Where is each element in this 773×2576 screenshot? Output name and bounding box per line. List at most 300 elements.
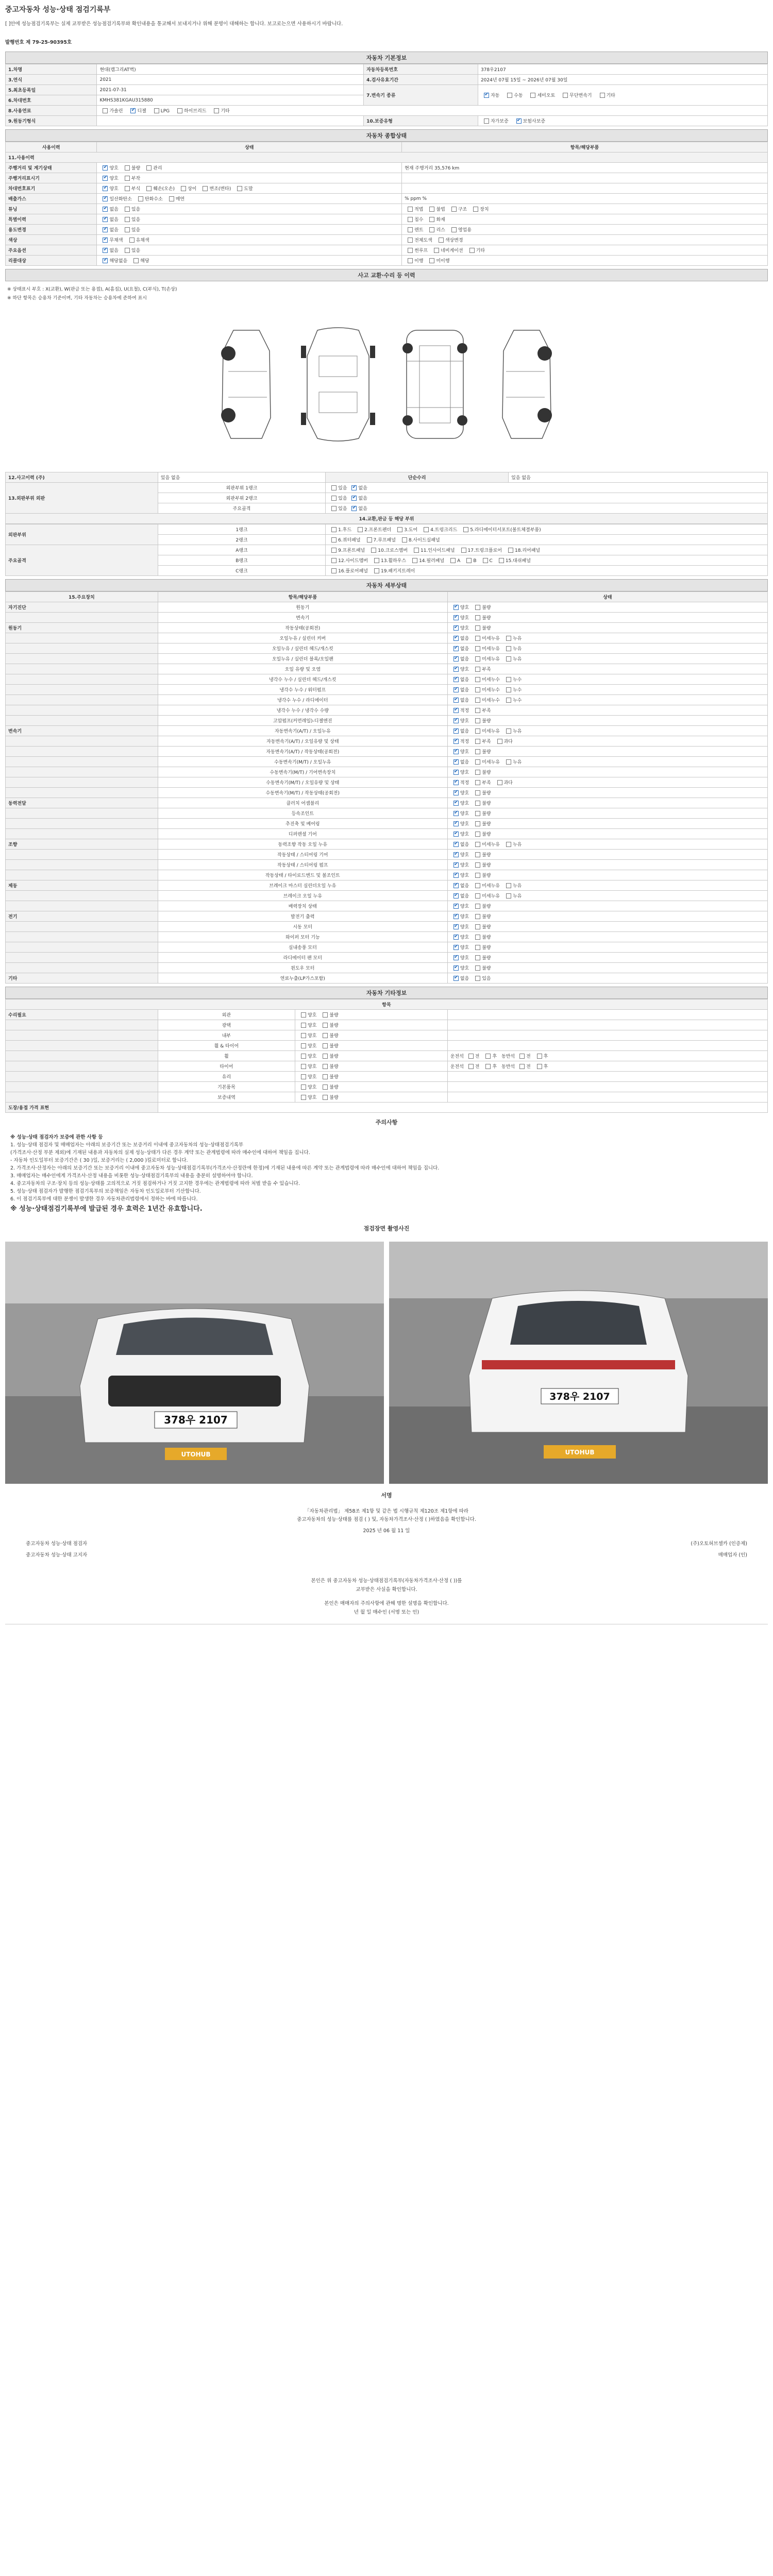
detail-row: 자동변속기(A/T) / 오일유량 및 상태 ✔ 적정 부족 과다 (6, 736, 768, 747)
detail-row: 오일누유 / 실린더 헤드/개스킷 ✔ 없음 미세누유 누유 (6, 643, 768, 654)
checkbox[interactable] (125, 217, 130, 222)
simple-repair-value: 있음 없음 (509, 472, 768, 483)
checkbox[interactable] (484, 118, 489, 124)
note-line: 3. 매매업자는 매수인에게 가격조사·산정 내용을 비롯한 성능·상태점검기록부의 내용을 충분히 설명하여야 합니다. (10, 1173, 253, 1179)
sign-date: 2025 년 06 월 11 일 (363, 1528, 410, 1534)
checkbox[interactable] (434, 248, 439, 253)
checkbox-checked[interactable] (103, 217, 108, 222)
checkbox[interactable] (475, 759, 480, 765)
detail-head: 항목/해당부품 (158, 592, 447, 602)
checkbox-checked[interactable] (453, 739, 459, 744)
svg-text:UTOHUB: UTOHUB (565, 1449, 595, 1456)
accident-label: 12.사고이력 (주) (6, 472, 158, 483)
checkbox[interactable] (475, 873, 480, 878)
checkbox[interactable] (475, 780, 480, 785)
summary-row: 튜닝 ✔ 없음 있음 적법 불법 구조 장치 (6, 204, 768, 214)
fuel-options: 가솔린 ✔ 디젤 LPG 하이브리드 기타 (97, 106, 768, 116)
detail-row: 윈도우 모터 ✔ 양호 불량 (6, 963, 768, 973)
checkbox[interactable] (177, 108, 182, 113)
checkbox[interactable] (475, 656, 480, 662)
checkbox[interactable] (506, 646, 511, 651)
checkbox[interactable] (301, 1095, 306, 1100)
checkbox[interactable] (408, 227, 413, 232)
checkbox[interactable] (475, 811, 480, 816)
reg-number-label: 자동차등록번호 (364, 64, 478, 75)
checkbox[interactable] (519, 1064, 525, 1069)
notes-validity: ※ 성능·상태점검기록부에 발급된 경우 효력은 1년간 유효합니다. (10, 1205, 203, 1213)
checkbox-checked[interactable] (453, 780, 459, 785)
checkbox-checked[interactable] (103, 238, 108, 243)
checkbox[interactable] (323, 1054, 328, 1059)
front-photo (5, 1242, 384, 1484)
checkbox[interactable] (408, 238, 413, 243)
rank-1-value: 있음 ✔없음 (326, 483, 768, 493)
checkbox[interactable] (485, 1054, 491, 1059)
checkbox[interactable] (475, 965, 480, 971)
car-name-value: 현대(캠그리AT벽) (97, 64, 364, 75)
svg-text:UTOHUB: UTOHUB (181, 1451, 211, 1458)
car-top-diagram (299, 325, 377, 444)
checkbox-checked[interactable] (453, 646, 459, 651)
note-line: 4. 중고자동차의 구조·장치 등의 성능·상태를 고의적으로 거짓 점검하거나 거짓 고지한 경우에는 관계법령에 따라 처벌 받을 수 있습니다. (10, 1181, 300, 1187)
accident-table (5, 472, 768, 524)
detail-row: 변속기 자동변속기(A/T) / 오일누유 ✔ 없음 미세누유 누유 (6, 726, 768, 736)
checkbox[interactable] (475, 842, 480, 847)
checkbox[interactable] (331, 568, 337, 573)
checkbox[interactable] (475, 636, 480, 641)
detail-row: 브레이크 오일 누유 ✔ 없음 미세누유 누유 (6, 891, 768, 901)
checkbox-checked[interactable] (103, 258, 108, 263)
checkbox[interactable] (125, 248, 130, 253)
engine-type-label: 9.원동기형식 (6, 116, 97, 126)
checkbox[interactable] (475, 893, 480, 899)
checkbox[interactable] (323, 1084, 328, 1090)
checkbox[interactable] (506, 728, 511, 734)
checkbox-checked[interactable] (453, 667, 459, 672)
summary-head: 사용이력 (6, 142, 97, 152)
checkbox[interactable] (506, 842, 511, 847)
vehicle-diagrams (5, 302, 768, 472)
checkbox-checked[interactable] (453, 770, 459, 775)
checkbox[interactable] (323, 1033, 328, 1038)
checkbox-checked[interactable] (453, 790, 459, 795)
summary-table (5, 142, 768, 266)
checkbox[interactable] (146, 186, 152, 191)
checkbox[interactable] (367, 537, 372, 543)
checkbox-checked[interactable] (453, 945, 459, 950)
detail-row: 고압펌프(커먼레일)-디젤엔진 ✔ 양호 불량 (6, 716, 768, 726)
checkbox[interactable] (506, 687, 511, 692)
checkbox[interactable] (475, 945, 480, 950)
checkbox[interactable] (508, 548, 513, 553)
checkbox[interactable] (412, 558, 417, 563)
checkbox[interactable] (301, 1084, 306, 1090)
checkbox[interactable] (475, 728, 480, 734)
checkbox[interactable] (402, 537, 407, 543)
checkbox[interactable] (463, 527, 468, 532)
checkbox[interactable] (129, 238, 135, 243)
footer-line-4: 년 월 일 매수인 (서명 또는 인) (354, 1609, 419, 1615)
checkbox-checked[interactable] (516, 118, 522, 124)
summary-row: 주행거리 및 계기상태 ✔ 양호 불량 관리 현재 주행거리 35,576 km (6, 163, 768, 173)
checkbox-checked[interactable] (103, 186, 108, 191)
checkbox[interactable] (323, 1012, 328, 1018)
checkbox[interactable] (475, 883, 480, 888)
checkbox-checked[interactable] (453, 893, 459, 899)
checkbox[interactable] (450, 558, 456, 563)
checkbox[interactable] (475, 852, 480, 857)
checkbox[interactable] (506, 883, 511, 888)
sign-line-2: 중고자동차의 성능·상태를 점검 ( ) 및, 자동차가격조사·산정 ( )하였음을 확인합니다. (297, 1517, 476, 1522)
checkbox[interactable] (301, 1043, 306, 1048)
other-row: 타이어 양호 불량 운전석 전 후 동반석 전 후 (6, 1061, 768, 1072)
summary-head: 상태 (97, 142, 402, 152)
checkbox-checked[interactable] (453, 677, 459, 682)
detail-row: 디퍼렌셜 기어 ✔ 양호 불량 (6, 829, 768, 839)
checkbox[interactable] (506, 759, 511, 765)
vin-value: KMHS381KGAU315880 (97, 95, 364, 106)
detail-row: 와이퍼 모터 기능 ✔ 양호 불량 (6, 932, 768, 942)
checkbox[interactable] (331, 558, 337, 563)
checkbox[interactable] (301, 1064, 306, 1069)
summary-header: 자동차 종합상태 (5, 129, 768, 142)
checkbox[interactable] (301, 1012, 306, 1018)
checkbox-checked[interactable] (453, 914, 459, 919)
checkbox[interactable] (414, 548, 419, 553)
checkbox[interactable] (499, 558, 504, 563)
other-info-table (5, 999, 768, 1113)
detail-row: 시동 모터 ✔ 양호 불량 (6, 922, 768, 932)
checkbox[interactable] (475, 646, 480, 651)
checkbox[interactable] (125, 227, 130, 232)
checkbox-checked[interactable] (103, 227, 108, 232)
checkbox[interactable] (323, 1095, 328, 1100)
notifier-value: 매매업자 (인) (718, 1552, 747, 1558)
checkbox-checked[interactable] (453, 687, 459, 692)
checkbox[interactable] (475, 821, 480, 826)
checkbox[interactable] (466, 558, 472, 563)
parts-row: 2랭크 6.쿼터패널 7.루프패널 8.사이드실패널 (6, 535, 768, 545)
footer-line-3: 본인은 매매자의 주의사항에 관해 명한 설명을 확인합니다. (324, 1601, 449, 1606)
checkbox[interactable] (519, 1054, 525, 1059)
checkbox[interactable] (451, 227, 457, 232)
checkbox[interactable] (429, 258, 434, 263)
checkbox[interactable] (408, 207, 413, 212)
checkbox[interactable] (103, 108, 108, 113)
checkbox-checked[interactable] (453, 811, 459, 816)
first-reg-value: 2021-07-31 (97, 85, 364, 95)
checkbox[interactable] (323, 1043, 328, 1048)
checkbox[interactable] (506, 636, 511, 641)
checkbox[interactable] (530, 93, 535, 98)
other-row: 내부 양호 불량 (6, 1030, 768, 1041)
checkbox-checked[interactable] (103, 196, 108, 201)
checkbox[interactable] (475, 904, 480, 909)
checkbox-checked[interactable] (453, 718, 459, 723)
checkbox[interactable] (475, 790, 480, 795)
checkbox-checked[interactable] (484, 93, 489, 98)
checkbox-checked[interactable] (453, 801, 459, 806)
checkbox[interactable] (439, 238, 444, 243)
checkbox-checked[interactable] (453, 728, 459, 734)
checkbox[interactable] (473, 207, 478, 212)
checkbox[interactable] (301, 1033, 306, 1038)
checkbox[interactable] (485, 1064, 491, 1069)
checkbox[interactable] (537, 1064, 542, 1069)
detail-row: 수동변속기(M/T) / 기어변속장치 ✔ 양호 불량 (6, 767, 768, 777)
engine-type-value (97, 116, 364, 126)
checkbox-checked[interactable] (453, 976, 459, 981)
checkbox[interactable] (237, 186, 242, 191)
checkbox[interactable] (146, 165, 152, 171)
checkbox[interactable] (475, 667, 480, 672)
checkbox[interactable] (323, 1064, 328, 1069)
other-row: 수리필요 외관 양호 불량 (6, 1010, 768, 1020)
checkbox-checked[interactable] (453, 625, 459, 631)
checkbox[interactable] (397, 527, 402, 532)
checkbox[interactable] (475, 739, 480, 744)
note-line: (가격조사·산정 부분 제외)에 기재된 내용과 자동차의 실제 성능·상태가 다른 경우 계약 또는 관계법령에 따라 매수인에 대하여 책임을 집니다. (10, 1150, 310, 1156)
checkbox[interactable] (506, 698, 511, 703)
notifier-label: 중고자동차 성능·상태 고지자 (26, 1552, 88, 1558)
checkbox-checked[interactable] (453, 862, 459, 868)
checkbox[interactable] (451, 207, 457, 212)
checkbox-checked[interactable] (453, 759, 459, 765)
detail-row: 수동변속기(M/T) / 오일유량 및 상태 ✔ 적정 부족 과다 (6, 777, 768, 788)
checkbox[interactable] (468, 1054, 474, 1059)
detail-row: 냉각수 누수 / 워터펌프 ✔ 없음 미세누수 누수 (6, 685, 768, 695)
footer-line-2: 교부받은 사실을 확인합니다. (356, 1587, 417, 1592)
footer-line-1: 본인은 위 중고자동차 성능·상태점검기록부(자동차가격조사·산정 ( ))를 (311, 1578, 462, 1584)
detail-row: 전기 발전기 출력 ✔ 양호 불량 (6, 911, 768, 922)
summary-row: 주요옵션 ✔ 없음 있음 썬루프 네비게이션 기타 (6, 245, 768, 256)
photos-header: 점검장면 촬영사진 (5, 1222, 768, 1235)
checkbox[interactable] (461, 548, 466, 553)
inspection-period-label: 4.검사유효기간 (364, 75, 478, 85)
checkbox[interactable] (475, 687, 480, 692)
checkbox-checked[interactable] (453, 873, 459, 878)
other-row: 휠 양호 불량 운전석 전 후 동반석 전 후 (6, 1051, 768, 1061)
checkbox-checked[interactable] (103, 207, 108, 212)
checkbox[interactable] (301, 1023, 306, 1028)
detail-row: 자동변속기(A/T) / 작동상태(공회전) ✔ 양호 불량 (6, 747, 768, 757)
checkbox[interactable] (537, 1054, 542, 1059)
other-row: 유리 양호 불량 (6, 1072, 768, 1082)
checkbox[interactable] (506, 893, 511, 899)
note-line: 1. 성능·상태 점검자 및 매매업자는 아래의 보증기간 또는 보증거리 이내에 중고자동차의 성능·상태점검기록부 (10, 1142, 244, 1148)
checkbox[interactable] (374, 568, 379, 573)
checkbox[interactable] (429, 207, 434, 212)
checkbox-checked[interactable] (103, 248, 108, 253)
inspection-period-value: 2024년 07월 15일 ~ 2026년 07월 30일 (478, 75, 767, 85)
checkbox[interactable] (125, 186, 130, 191)
summary-row: 주행거리표시기 ✔ 양호 부작 (6, 173, 768, 183)
checkbox[interactable] (475, 698, 480, 703)
checkbox[interactable] (475, 924, 480, 929)
checkbox-checked[interactable] (103, 176, 108, 181)
checkbox[interactable] (475, 749, 480, 754)
exterior-header: 사고 교환·수리 등 이력 (5, 269, 768, 281)
checkbox-checked[interactable] (453, 708, 459, 713)
checkbox[interactable] (563, 93, 568, 98)
detail-row: 작동상태 / 스티어링 펌프 ✔ 양호 불량 (6, 860, 768, 870)
detail-row: 오일누유 / 실린더 블록/오일팬 ✔ 없음 미세누유 누유 (6, 654, 768, 664)
year-label: 3.연식 (6, 75, 97, 85)
checkbox[interactable] (301, 1054, 306, 1059)
parts-table (5, 524, 768, 576)
checkbox[interactable] (468, 1064, 474, 1069)
sign-line-1: 「자동차관리법」 제58조 제1항 및 같은 법 시행규칙 제120조 제1항에 따라 (305, 1509, 468, 1514)
checkbox-checked[interactable] (453, 842, 459, 847)
detail-row: 냉각수 누수 / 냉각수 수량 ✔ 적정 부족 (6, 705, 768, 716)
checkbox[interactable] (331, 527, 337, 532)
checkbox[interactable] (169, 196, 174, 201)
sign-section (5, 1502, 768, 1566)
checkbox[interactable] (125, 165, 130, 171)
checkbox[interactable] (408, 258, 413, 263)
checkbox[interactable] (424, 527, 429, 532)
checkbox[interactable] (475, 955, 480, 960)
checkbox-checked[interactable] (453, 749, 459, 754)
checkbox[interactable] (358, 527, 363, 532)
checkbox[interactable] (475, 862, 480, 868)
checkbox[interactable] (125, 176, 130, 181)
detail-row: 원동기 작동상태(공회전) ✔ 양호 불량 (6, 623, 768, 633)
other-head: 항목 (6, 999, 768, 1010)
summary-row: 특별이력 ✔ 없음 있음 침수 화재 (6, 214, 768, 225)
checkbox-checked[interactable] (453, 605, 459, 610)
reg-number-value: 378우2107 (478, 64, 767, 75)
checkbox-checked[interactable] (453, 935, 459, 940)
checkbox[interactable] (374, 558, 379, 563)
notes-section (5, 1129, 768, 1219)
rank-2: 외판부위 2랭크 (158, 493, 325, 503)
detail-row: 냉각수 누수 / 실린더 헤드/개스킷 ✔ 없음 미세누수 누수 (6, 674, 768, 685)
rank-label: 13.외판부위 외판 (6, 483, 158, 514)
document-title: 중고자동차 성능·상태 점검기록부 (5, 6, 111, 14)
checkbox[interactable] (154, 108, 159, 113)
summary-row: 배출가스 ✔ 일산화탄소 탄화수소 매연 % ppm % (6, 194, 768, 204)
checkbox[interactable] (600, 93, 605, 98)
checkbox[interactable] (497, 739, 502, 744)
checkbox[interactable] (181, 186, 186, 191)
checkbox-checked[interactable] (130, 108, 136, 113)
checkbox[interactable] (323, 1074, 328, 1079)
legend-text-2: ※ 하단 항목은 승용차 기준이며, 기타 자동차는 승용차에 준하여 표시 (7, 296, 147, 301)
car-left-side-diagram (213, 325, 280, 444)
checkbox-checked[interactable] (453, 615, 459, 620)
checkbox[interactable] (469, 248, 475, 253)
checkbox-checked[interactable] (453, 904, 459, 909)
checkbox-checked[interactable] (453, 698, 459, 703)
checkbox[interactable] (475, 605, 480, 610)
checkbox-checked[interactable] (453, 832, 459, 837)
detail-row: 작동상태 / 타이로드엔드 및 볼조인트 ✔ 양호 불량 (6, 870, 768, 880)
checkbox-checked[interactable] (453, 965, 459, 971)
checkbox[interactable] (214, 108, 219, 113)
checkbox[interactable] (507, 93, 512, 98)
checkbox[interactable] (475, 708, 480, 713)
checkbox[interactable] (506, 677, 511, 682)
checkbox-checked[interactable] (453, 955, 459, 960)
parts-row: B랭크 12.사이드멤버 13.휠하우스 14.필러패널 A B C 15.대쉬패널 (6, 555, 768, 566)
checkbox[interactable] (203, 186, 208, 191)
checkbox[interactable] (483, 558, 488, 563)
detail-row: 냉각수 누수 / 라디에이터 ✔ 없음 미세누수 누수 (6, 695, 768, 705)
detail-table (5, 591, 768, 984)
checkbox[interactable] (429, 227, 434, 232)
checkbox[interactable] (475, 770, 480, 775)
checkbox[interactable] (331, 548, 337, 553)
rear-plate-text: 378우 2107 (549, 1391, 610, 1402)
checkbox[interactable] (475, 801, 480, 806)
parts-row: 외판부위 1랭크 1.후드 2.프론트펜더 3.도어 4.트렁크리드 5.라디에이터서포트(볼트체결부품) (6, 524, 768, 535)
checkbox[interactable] (475, 625, 480, 631)
checkbox[interactable] (475, 677, 480, 682)
checkbox[interactable] (323, 1023, 328, 1028)
checkbox[interactable] (475, 832, 480, 837)
other-info-header: 자동차 기타정보 (5, 987, 768, 999)
basic-info-table (5, 64, 768, 126)
guarantee-options: 자가보증 ✔ 보험사보증 (478, 116, 767, 126)
checkbox[interactable] (475, 976, 480, 981)
checkbox-checked[interactable] (103, 165, 108, 171)
parts-row: C랭크 16.플로어패널 19.패키지트레이 (6, 566, 768, 576)
other-row: 도장/용접 가격 표현 (6, 1103, 768, 1113)
summary-row: 차대번호표기 ✔ 양호 부식 훼손(오손) 상이 변조(변타) 도말 (6, 183, 768, 194)
sign-header: 서명 (5, 1489, 768, 1502)
checkbox-checked[interactable] (453, 883, 459, 888)
rear-photo (389, 1242, 768, 1484)
checkbox[interactable] (475, 914, 480, 919)
checkbox[interactable] (133, 258, 139, 263)
checkbox-checked[interactable] (453, 636, 459, 641)
inspector-label: 중고자동차 성능·상태 점검자 (26, 1541, 88, 1547)
checkbox[interactable] (475, 935, 480, 940)
car-name-label: 1.차명 (6, 64, 97, 75)
detail-row: 오일누유 / 실린더 커버 ✔ 없음 미세누유 누유 (6, 633, 768, 643)
checkbox[interactable] (429, 217, 434, 222)
checkbox[interactable] (497, 780, 502, 785)
checkbox[interactable] (138, 196, 143, 201)
checkbox[interactable] (506, 656, 511, 662)
rank-frame-value: 있음 ✔없음 (326, 503, 768, 514)
checkbox[interactable] (408, 248, 413, 253)
checkbox-checked[interactable] (453, 924, 459, 929)
checkbox[interactable] (475, 615, 480, 620)
detail-head: 상태 (447, 592, 767, 602)
other-row: 광택 양호 불량 (6, 1020, 768, 1030)
checkbox[interactable] (408, 217, 413, 222)
checkbox[interactable] (475, 718, 480, 723)
checkbox[interactable] (331, 537, 337, 543)
checkbox-checked[interactable] (453, 852, 459, 857)
checkbox[interactable] (125, 207, 130, 212)
basic-info-header: 자동차 기본정보 (5, 52, 768, 64)
other-row: 기본품목 양호 불량 (6, 1082, 768, 1092)
checkbox-checked[interactable] (453, 821, 459, 826)
parts-title: 14.교환,판금 등 해당 부위 (6, 514, 768, 524)
rank-1: 외판부위 1랭크 (158, 483, 325, 493)
checkbox-checked[interactable] (453, 656, 459, 662)
checkbox[interactable] (301, 1074, 306, 1079)
checkbox[interactable] (371, 548, 376, 553)
other-row: 보증내역 양호 불량 (6, 1092, 768, 1103)
parts-row: 주요골격 A랭크 9.프론트패널 10.크로스멤버 11.인사이드패널 17.트렁크플로어 18.리어패널 (6, 545, 768, 555)
summary-head: 항목/해당부품 (402, 142, 768, 152)
detail-head: 15.주요장치 (6, 592, 158, 602)
detail-row: 추진축 및 베어링 ✔ 양호 불량 (6, 819, 768, 829)
